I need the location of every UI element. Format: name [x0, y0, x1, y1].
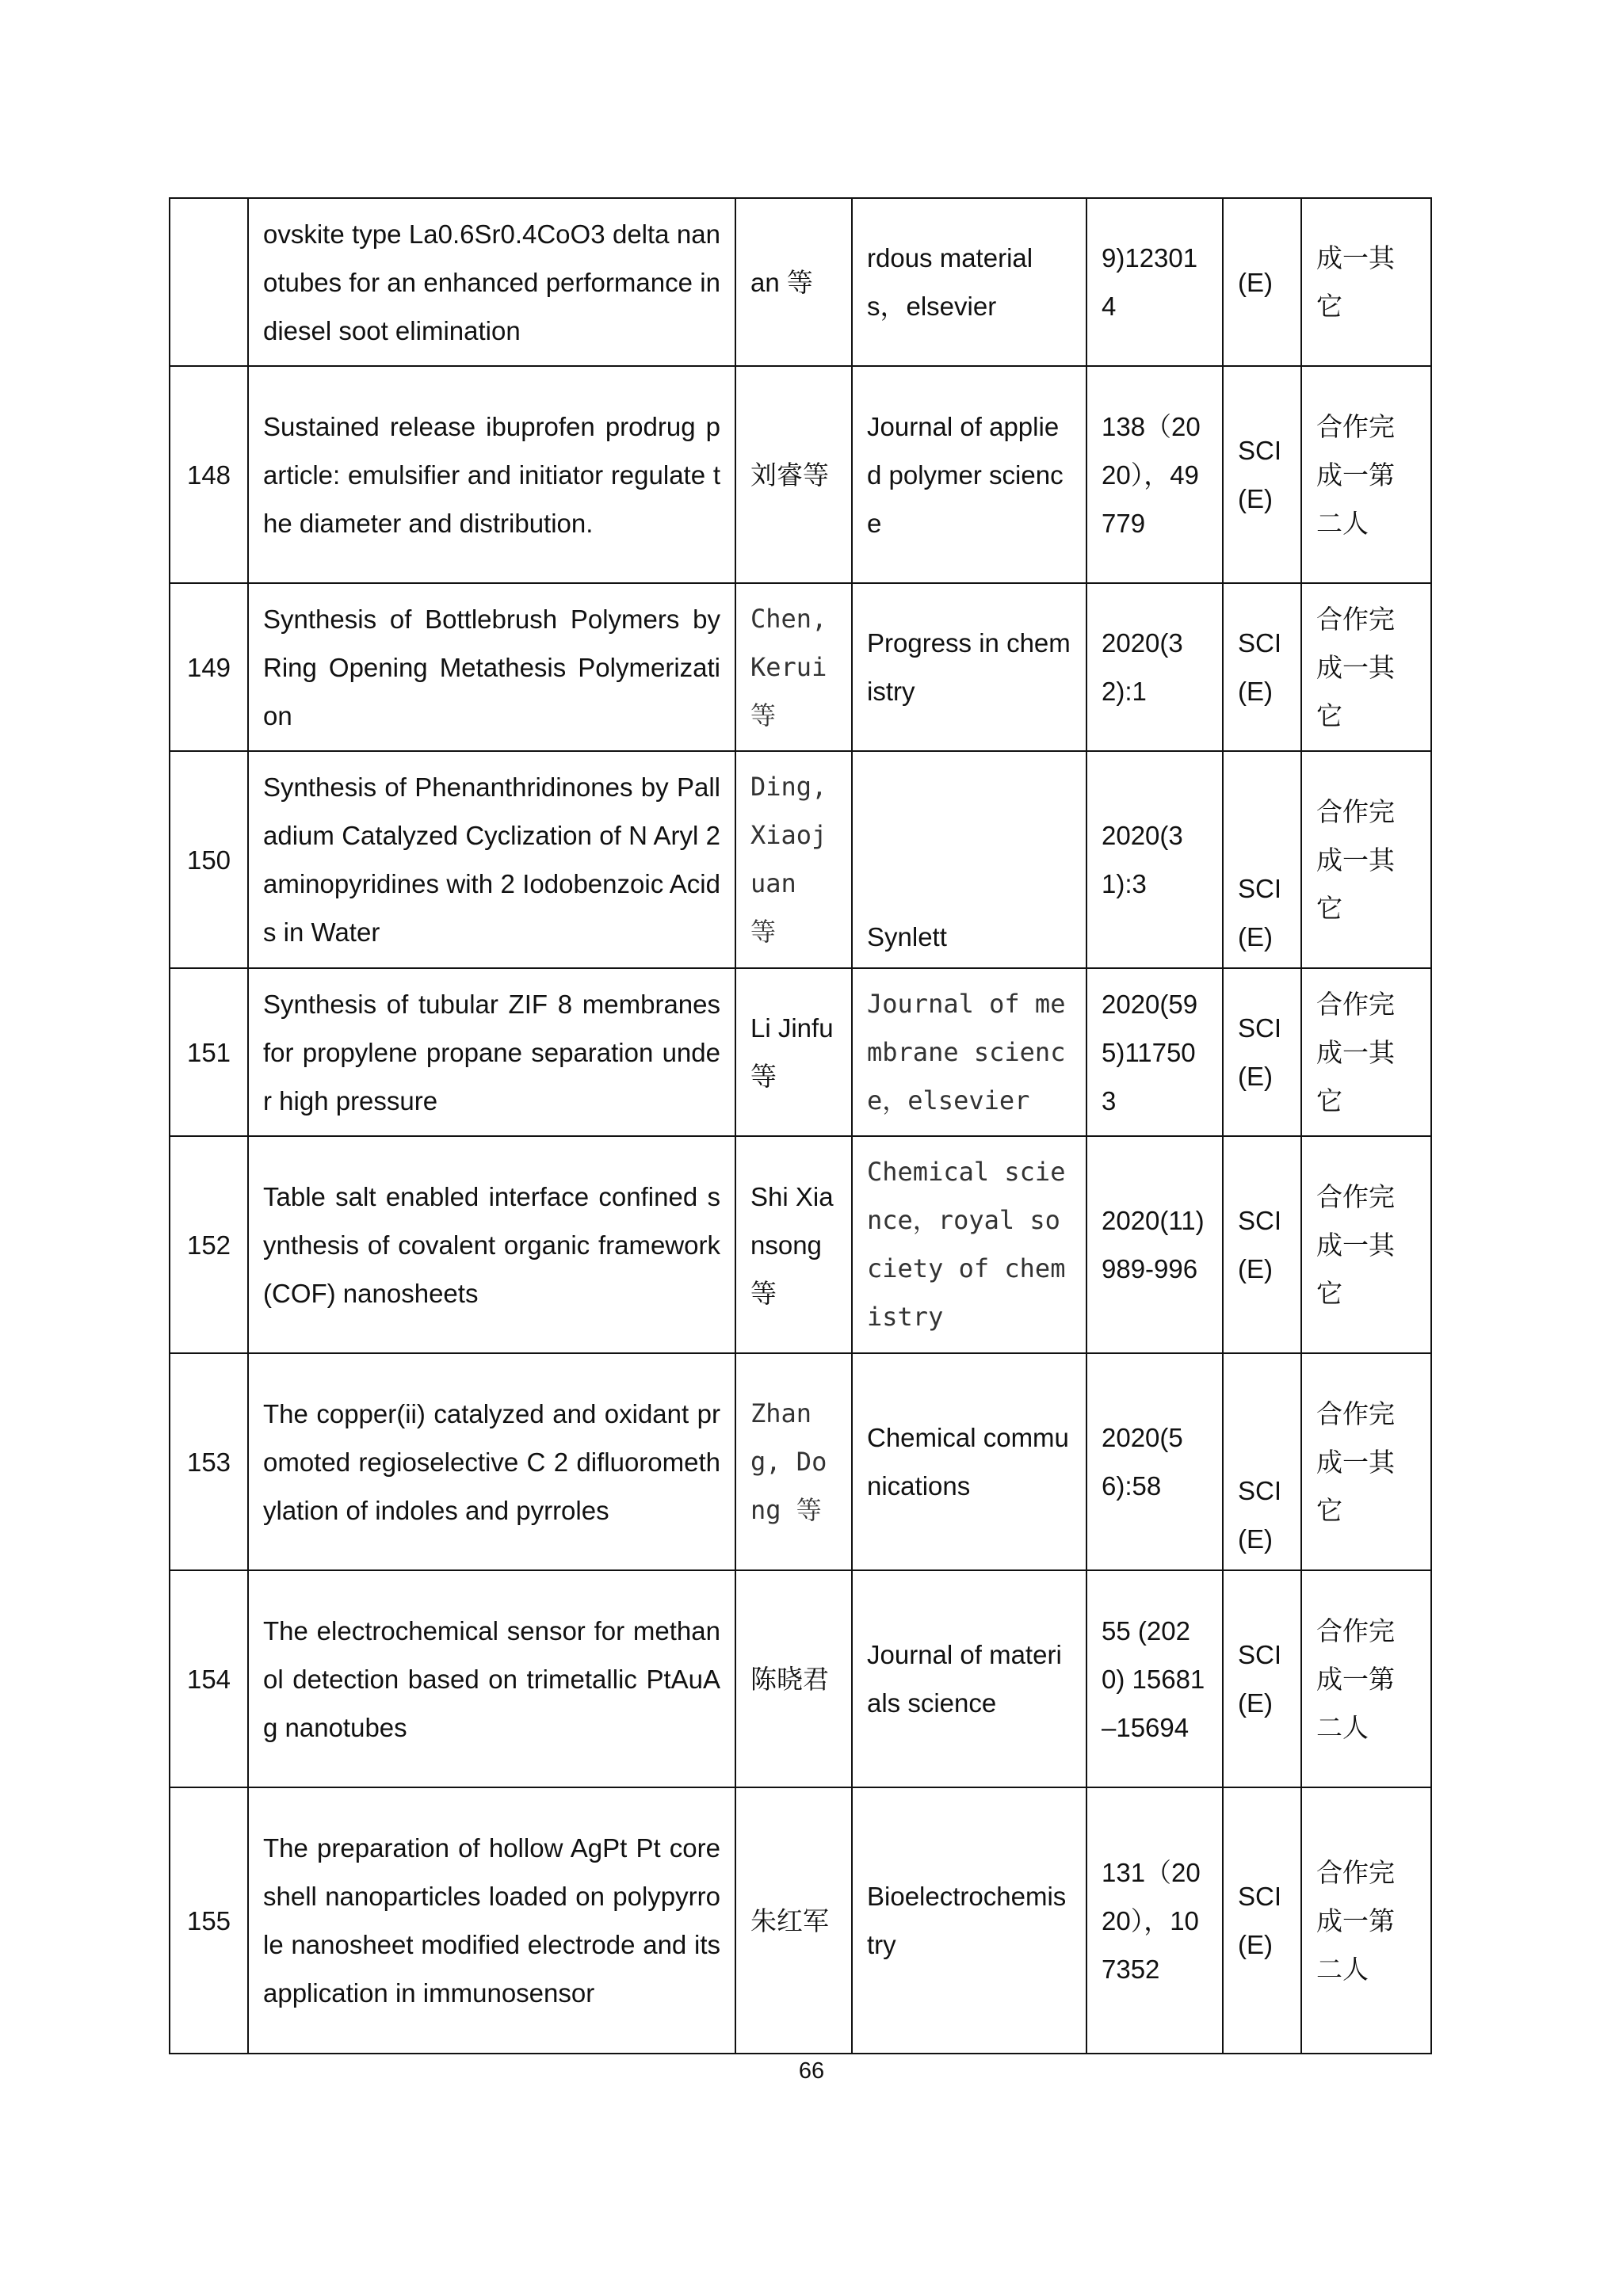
- paper-title: Table salt enabled interface confined synthesis of covalent organic framework (COF) nanosheets: [248, 1136, 735, 1353]
- paper-volume: 55 (2020) 15681–15694: [1086, 1570, 1223, 1787]
- paper-authors: Shi Xiansong 等: [735, 1136, 852, 1353]
- paper-index: SCI (E): [1223, 366, 1301, 583]
- paper-title: Synthesis of Phenanthridinones by Palladium Catalyzed Cyclization of N Aryl 2 aminopyridines with 2 Iodobenzoic Acids in Water: [248, 751, 735, 968]
- paper-journal: rdous materials，elsevier: [852, 198, 1086, 366]
- paper-volume: 138（2020），49779: [1086, 366, 1223, 583]
- paper-title: The electrochemical sensor for methanol detection based on trimetallic PtAuAg nanotubes: [248, 1570, 735, 1787]
- table-row: [170, 751, 1431, 968]
- paper-journal: Journal of membrane science，elsevier: [852, 968, 1086, 1136]
- table-row: [170, 1570, 1431, 1787]
- table-row: [170, 198, 1431, 366]
- paper-index: SCI (E): [1223, 583, 1301, 751]
- paper-category: 合作完成一其它: [1301, 1136, 1431, 1353]
- publications-table: [169, 197, 1432, 2054]
- paper-journal: Chemical science，royal society of chemistry: [852, 1136, 1086, 1353]
- paper-category: 合作完成一第二人: [1301, 366, 1431, 583]
- row-number: 150: [170, 751, 248, 968]
- paper-index: (E): [1223, 198, 1301, 366]
- paper-volume: 2020(32):1: [1086, 583, 1223, 751]
- row-number: 153: [170, 1353, 248, 1570]
- paper-index: SCI (E): [1223, 1787, 1301, 2054]
- paper-category: 成一其它: [1301, 198, 1431, 366]
- row-number: 151: [170, 968, 248, 1136]
- row-number: 155: [170, 1787, 248, 2054]
- paper-authors: Li Jinfu 等: [735, 968, 852, 1136]
- paper-category: 合作完成一第二人: [1301, 1787, 1431, 2054]
- paper-journal: Bioelectrochemistry: [852, 1787, 1086, 2054]
- table-row: [170, 1353, 1431, 1570]
- paper-authors: Chen, Kerui 等: [735, 583, 852, 751]
- page-number: 66: [798, 2058, 825, 2084]
- paper-title: ovskite type La0.6Sr0.4CoO3 delta nanotubes for an enhanced performance in diesel soot elimination: [248, 198, 735, 366]
- table-row: [170, 1787, 1431, 2054]
- paper-title: Sustained release ibuprofen prodrug particle: emulsifier and initiator regulate the diameter and distribution.: [248, 366, 735, 583]
- row-number: 152: [170, 1136, 248, 1353]
- paper-authors: an 等: [735, 198, 852, 366]
- paper-index: SCI (E): [1223, 751, 1301, 968]
- row-number: 154: [170, 1570, 248, 1787]
- table-row: [170, 968, 1431, 1136]
- paper-index: SCI (E): [1223, 968, 1301, 1136]
- paper-volume: 2020(31):3: [1086, 751, 1223, 968]
- paper-category: 合作完成一其它: [1301, 751, 1431, 968]
- paper-volume: 2020(56):58: [1086, 1353, 1223, 1570]
- paper-journal: Synlett: [852, 751, 1086, 968]
- row-number: [170, 198, 248, 366]
- paper-authors: Ding, Xiaojuan 等: [735, 751, 852, 968]
- paper-title: Synthesis of tubular ZIF 8 membranes for propylene propane separation under high pressure: [248, 968, 735, 1136]
- paper-journal: Journal of materials science: [852, 1570, 1086, 1787]
- paper-volume: 2020(595)117503: [1086, 968, 1223, 1136]
- paper-authors: 刘睿等: [735, 366, 852, 583]
- paper-category: 合作完成一第二人: [1301, 1570, 1431, 1787]
- paper-journal: Chemical communications: [852, 1353, 1086, 1570]
- paper-index: SCI (E): [1223, 1570, 1301, 1787]
- paper-volume: 2020(11)989-996: [1086, 1136, 1223, 1353]
- row-number: 149: [170, 583, 248, 751]
- paper-authors: Zhang, Dong 等: [735, 1353, 852, 1570]
- paper-title: The preparation of hollow AgPt Pt core shell nanoparticles loaded on polypyrrole nanosheet modified electrode and its application in immunosensor: [248, 1787, 735, 2054]
- table-row: [170, 583, 1431, 751]
- row-number: 148: [170, 366, 248, 583]
- paper-volume: 131（2020），107352: [1086, 1787, 1223, 2054]
- paper-index: SCI (E): [1223, 1353, 1301, 1570]
- paper-authors: 朱红军: [735, 1787, 852, 2054]
- table-row: [170, 1136, 1431, 1353]
- paper-volume: 9)123014: [1086, 198, 1223, 366]
- table-row: [170, 366, 1431, 583]
- paper-category: 合作完成一其它: [1301, 1353, 1431, 1570]
- paper-journal: Progress in chemistry: [852, 583, 1086, 751]
- paper-authors: 陈晓君: [735, 1570, 852, 1787]
- paper-category: 合作完成一其它: [1301, 583, 1431, 751]
- paper-journal: Journal of applied polymer science: [852, 366, 1086, 583]
- paper-index: SCI (E): [1223, 1136, 1301, 1353]
- paper-title: Synthesis of Bottlebrush Polymers by Ring Opening Metathesis Polymerization: [248, 583, 735, 751]
- paper-category: 合作完成一其它: [1301, 968, 1431, 1136]
- paper-title: The copper(ii) catalyzed and oxidant promoted regioselective C 2 difluoromethylation of indoles and pyrroles: [248, 1353, 735, 1570]
